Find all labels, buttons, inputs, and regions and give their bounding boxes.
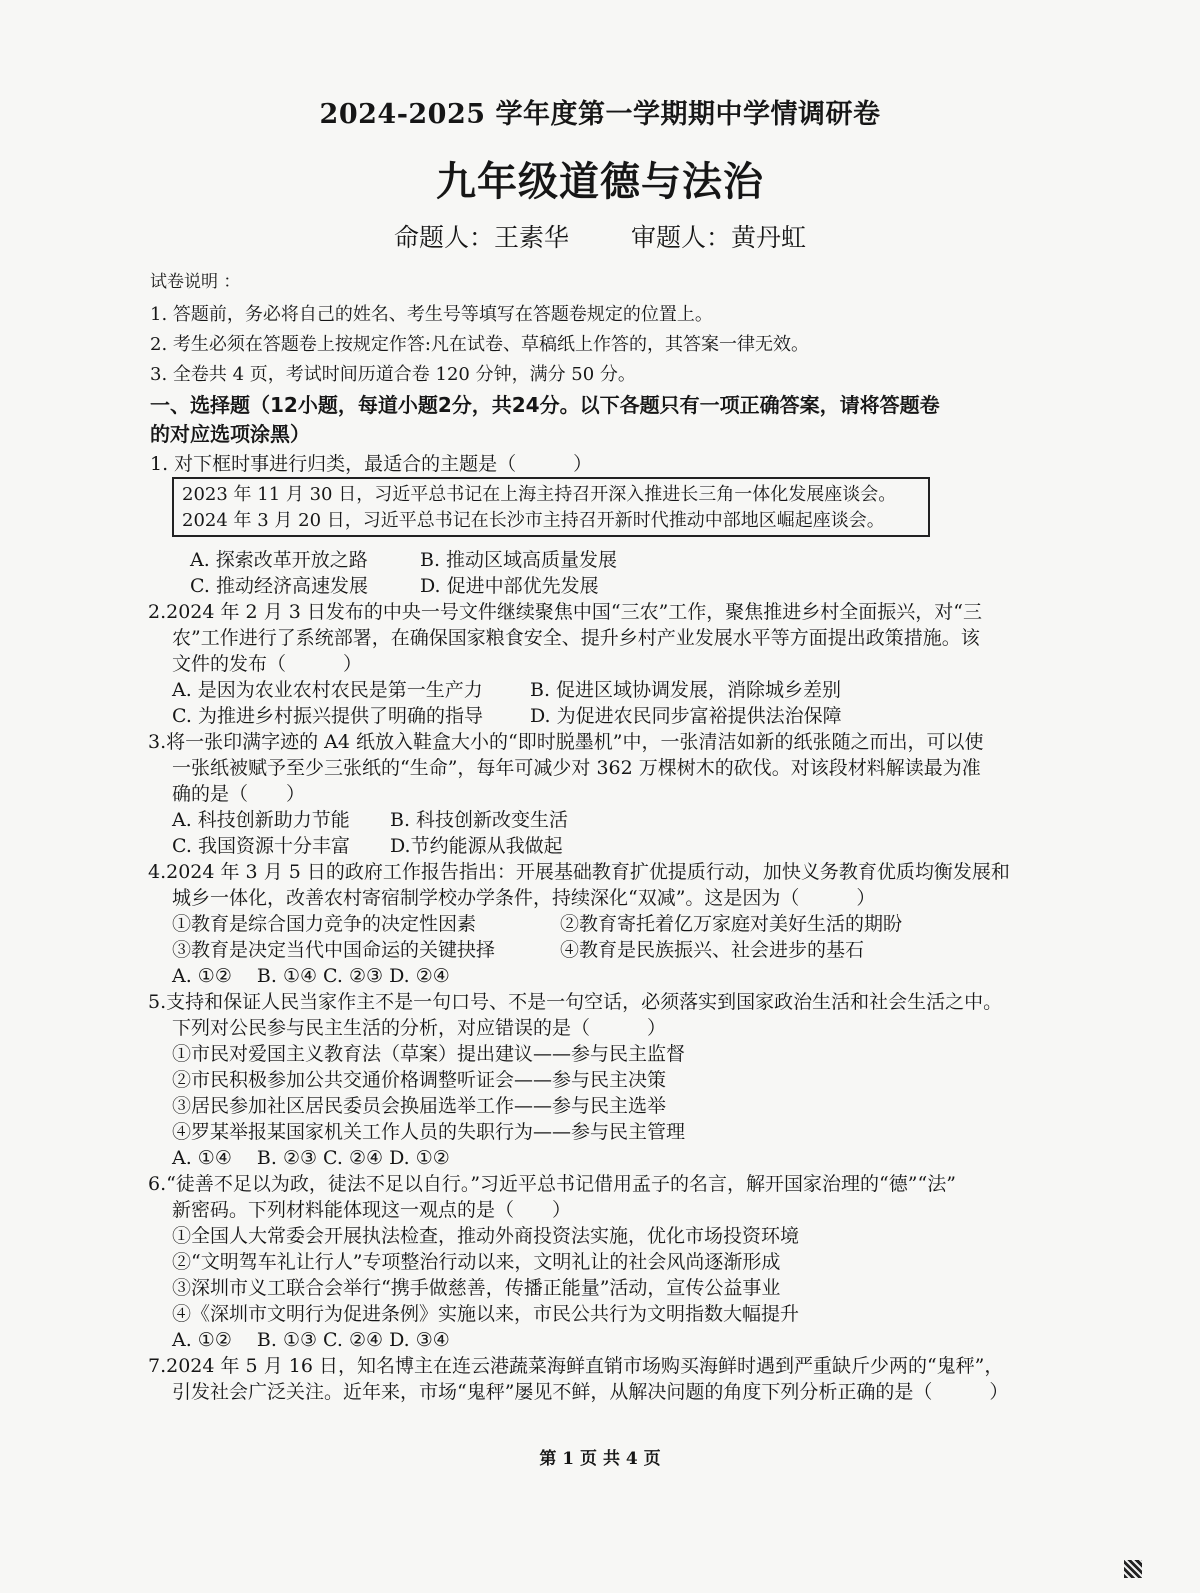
question-reviewer: 审题人：黄丹虹 [631, 223, 807, 252]
question-3-stem-cont: 确的是（ ） [172, 783, 306, 805]
question-4-stem-cont: 城乡一体化，改善农村寄宿制学校办学条件，持续深化“双减”。这是因为（ ） [172, 887, 876, 909]
qr-code-icon [1124, 1560, 1142, 1578]
q3-option-d: D.节约能源从我做起 [390, 835, 563, 857]
q5-statement-2: ②市民积极参加公共交通价格调整听证会——参与民主决策 [172, 1069, 667, 1091]
instruction-item: 1. 答题前，务必将自己的姓名、考生号等填写在答题卷规定的位置上。 [150, 304, 713, 325]
question-3-stem-cont: 一张纸被赋予至少三张纸的“生命”，每年可减少对 362 万棵树木的砍伐。对该段材料解读最为准 [172, 757, 981, 779]
q6-statement-2: ②“文明驾车礼让行人”专项整治行动以来，文明礼让的社会风尚逐渐形成 [172, 1251, 781, 1273]
question-6-stem: 6.“徒善不足以为政，徒法不足以自行。”习近平总书记借用孟子的名言，解开国家治理的“德”“法” [148, 1173, 956, 1195]
question-7-stem-cont: 引发社会广泛关注。近年来，市场“鬼秤”屡见不鲜，从解决问题的角度下列分析正确的是（ ） [172, 1381, 1009, 1403]
q3-option-c: C. 我国资源十分丰富 [172, 835, 350, 857]
exam-title: 2024-2025 学年度第一学期期中学情调研卷 [319, 99, 881, 130]
q4-statement-3: ③教育是决定当代中国命运的关键抉择 [172, 939, 496, 961]
q6-statement-3: ③深圳市义工联合会举行“携手做慈善，传播正能量”活动，宣传公益事业 [172, 1277, 781, 1299]
question-2-stem-cont: 农”工作进行了系统部署，在确保国家粮食安全、提升乡村产业发展水平等方面提出政策措施。该 [172, 627, 980, 649]
question-2-stem: 2.2024 年 2 月 3 日发布的中央一号文件继续聚焦中国“三农”工作，聚焦推进乡村全面振兴，对“三 [148, 601, 982, 623]
q5-statement-4: ④罗某举报某国家机关工作人员的失职行为——参与民主管理 [172, 1121, 686, 1143]
q1-option-b: B. 推动区域高质量发展 [420, 549, 618, 571]
q6-statement-4: ④《深圳市文明行为促进条例》实施以来，市民公共行为文明指数大幅提升 [172, 1303, 800, 1325]
q4-statement-2: ②教育寄托着亿万家庭对美好生活的期盼 [560, 913, 903, 935]
question-6-stem-cont: 新密码。下列材料能体现这一观点的是（ ） [172, 1199, 572, 1221]
q2-option-c: C. 为推进乡村振兴提供了明确的指导 [172, 705, 483, 727]
question-2-stem-cont: 文件的发布（ ） [172, 653, 363, 675]
question-5-stem-cont: 下列对公民参与民主生活的分析，对应错误的是（ ） [172, 1017, 667, 1039]
q4-statement-4: ④教育是民族振兴、社会进步的基石 [560, 939, 865, 961]
authors-line [0, 218, 1200, 254]
q2-option-a: A. 是因为农业农村农民是第一生产力 [172, 679, 483, 701]
q4-options: A. ①② B. ①④ C. ②③ D. ②④ [172, 965, 450, 987]
page-number: 第 1 页 共 4 页 [539, 1449, 661, 1469]
question-setter: 命题人：王素华 [393, 223, 569, 252]
question-5-stem: 5.支持和保证人民当家作主不是一句口号、不是一句空话，必须落实到国家政治生活和社会生活之中。 [148, 991, 1003, 1013]
question-1-news-box [172, 477, 930, 537]
question-4-stem: 4.2024 年 3 月 5 日的政府工作报告指出：开展基础教育扩优提质行动，加快义务教育优质均衡发展和 [148, 861, 1010, 883]
question-1-stem: 1. 对下框时事进行归类，最适合的主题是（ ） [150, 453, 593, 475]
q5-statement-1: ①市民对爱国主义教育法（草案）提出建议——参与民主监督 [172, 1043, 686, 1065]
q3-option-b: B. 科技创新改变生活 [390, 809, 569, 831]
instruction-item: 3. 全卷共 4 页，考试时间历道合卷 120 分钟，满分 50 分。 [150, 364, 636, 385]
question-7-stem: 7.2024 年 5 月 16 日，知名博主在连云港蔬菜海鲜直销市场购买海鲜时遇到严重缺斤少两的“鬼秤”， [148, 1355, 1004, 1377]
news-line: 2023 年 11 月 30 日，习近平总书记在上海主持召开深入推进长三角一体化发展座谈会。 [182, 484, 897, 505]
q2-option-d: D. 为促进农民同步富裕提供法治保障 [530, 705, 842, 727]
q1-option-d: D. 促进中部优先发展 [420, 575, 599, 597]
instructions-heading: 试卷说明 ： [150, 272, 241, 292]
q3-option-a: A. 科技创新助力节能 [172, 809, 350, 831]
section-heading-cont: 的对应选项涂黑） [150, 422, 310, 446]
q1-option-a: A. 探索改革开放之路 [190, 549, 368, 571]
subject-title: 九年级道德与法治 [436, 159, 764, 205]
q5-statement-3: ③居民参加社区居民委员会换届选举工作——参与民主选举 [172, 1095, 667, 1117]
q1-option-c: C. 推动经济高速发展 [190, 575, 368, 597]
q5-options: A. ①④ B. ②③ C. ②④ D. ①② [172, 1147, 450, 1169]
q4-statement-1: ①教育是综合国力竞争的决定性因素 [172, 913, 477, 935]
news-line: 2024 年 3 月 20 日，习近平总书记在长沙市主持召开新时代推动中部地区崛起座谈会。 [182, 510, 885, 531]
q6-options: A. ①② B. ①③ C. ②④ D. ③④ [172, 1329, 450, 1351]
q6-statement-1: ①全国人大常委会开展执法检查，推动外商投资法实施，优化市场投资环境 [172, 1225, 800, 1247]
section-heading: 一、选择题（12小题，每道小题2分，共24分。以下各题只有一项正确答案，请将答题卷 [150, 393, 940, 417]
instruction-item: 2. 考生必须在答题卷上按规定作答:凡在试卷、草稿纸上作答的，其答案一律无效。 [150, 334, 809, 355]
question-3-stem: 3.将一张印满字迹的 A4 纸放入鞋盒大小的“即时脱墨机”中，一张清洁如新的纸张随之而出，可以使 [148, 731, 984, 753]
q2-option-b: B. 促进区域协调发展，消除城乡差别 [530, 679, 842, 701]
